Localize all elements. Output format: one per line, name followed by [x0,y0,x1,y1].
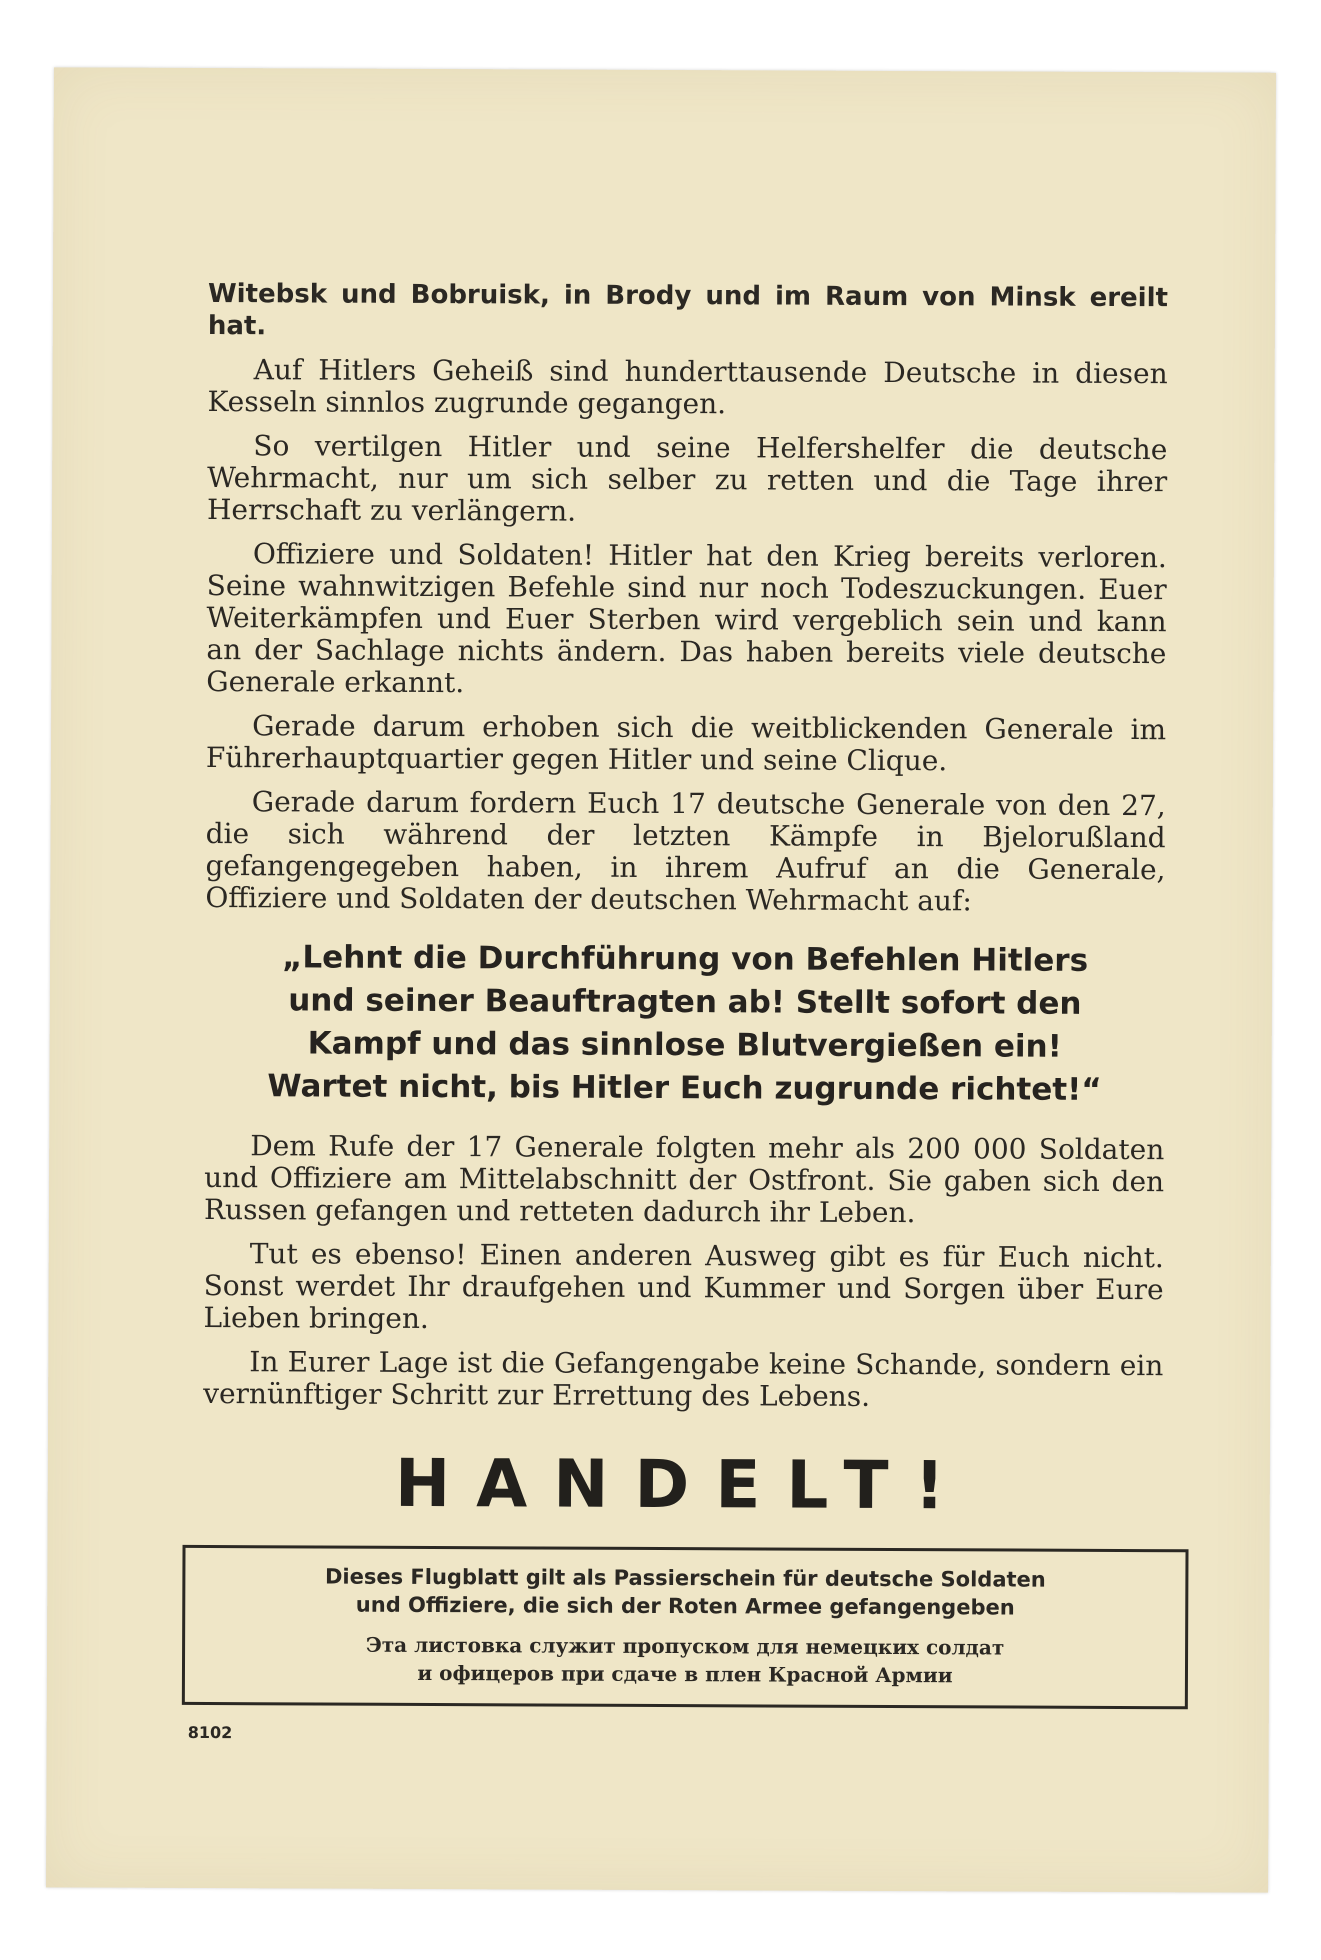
handelt-headline: HANDELT! [394,1444,971,1525]
leaflet-content [187,278,1169,1746]
paragraph-gefangengabe: In Eurer Lage ist die Gefangengabe keine Schande, sondern ein vernünftiger Schritt zur Errettung des Lebens. [203,1345,1164,1413]
leaflet-sheet [46,67,1276,1892]
notice-german-line-2: und Offiziere, die sich der Roten Armee gefangengeben [355,1592,1015,1620]
notice-russian-line-2: и офицеров при сдаче в плен Красной Армии [417,1660,953,1688]
paragraph-opening: Witebsk und Bobruisk, in Brody und im Raum von Minsk ereilt hat. [207,279,1169,342]
paragraph-aufruf: Gerade darum fordern Euch 17 deutsche Generale von den 27, die sich während der letzten Kämpfe in Bjelorußland gefangengegeben haben, in ihrem Aufruf an die Generale, Offiziere und Soldaten der deutschen Wehrmacht auf: [205,785,1166,918]
notice-russian-line-1: Эта листовка служит пропуском для немецких солдат [365,1632,1005,1660]
notice-german-line-1: Dieses Flugblatt gilt als Passierschein für deutsche Soldaten [324,1564,1046,1592]
generals-appeal-quote: „Lehnt die Durchführung von Befehlen Hitlers und seiner Beauftragten ab! Stellt sofort den Kampf und das sinnlose Blutvergießen ein! Wartet nicht, bis Hitler Euch zugrunde richtet!“ [267,939,1102,1108]
paragraph-fuehrerhauptquartier: Gerade darum erhoben sich die weitblickenden Generale im Führerhauptquartier gegen Hitler und seine Clique. [205,709,1167,778]
print-code: 8102 [187,1722,233,1743]
paragraph-kessel: Auf Hitlers Geheiß sind hunderttausende Deutsche in diesen Kesseln sinnlos zugrunde gegangen. [207,353,1168,421]
paragraph-offiziere: Offiziere und Soldaten! Hitler hat den Krieg bereits verloren. Seine wahnwitzigen Befehle sind nur noch Todeszuckungen. Euer Weiterkämpfen und Euer Sterben wird vergeblich sein und kann an der Sachlage nichts ändern. Das haben bereits viele deutsche Generale erkannt. [206,537,1167,700]
passierschein-box [182,1545,1189,1709]
paragraph-ebenso: Tut es ebenso! Einen anderen Ausweg gibt es für Euch nicht. Sonst werdet Ihr draufgehen und Kummer und Sorgen über Eure Lieben bringen. [203,1237,1164,1335]
paragraph-vertilgen: So vertilgen Hitler und seine Helfershelfer die deutsche Wehrmacht, nur um sich selber zu retten und die Tage ihrer Herrschaft zu verlängern. [206,429,1168,528]
paragraph-200000: Dem Rufe der 17 Generale folgten mehr als 200 000 Soldaten und Offiziere am Mittelabschnitt der Ostfront. Sie gaben sich den Russen gefangen und retteten dadurch ihr Leben. [203,1129,1165,1230]
